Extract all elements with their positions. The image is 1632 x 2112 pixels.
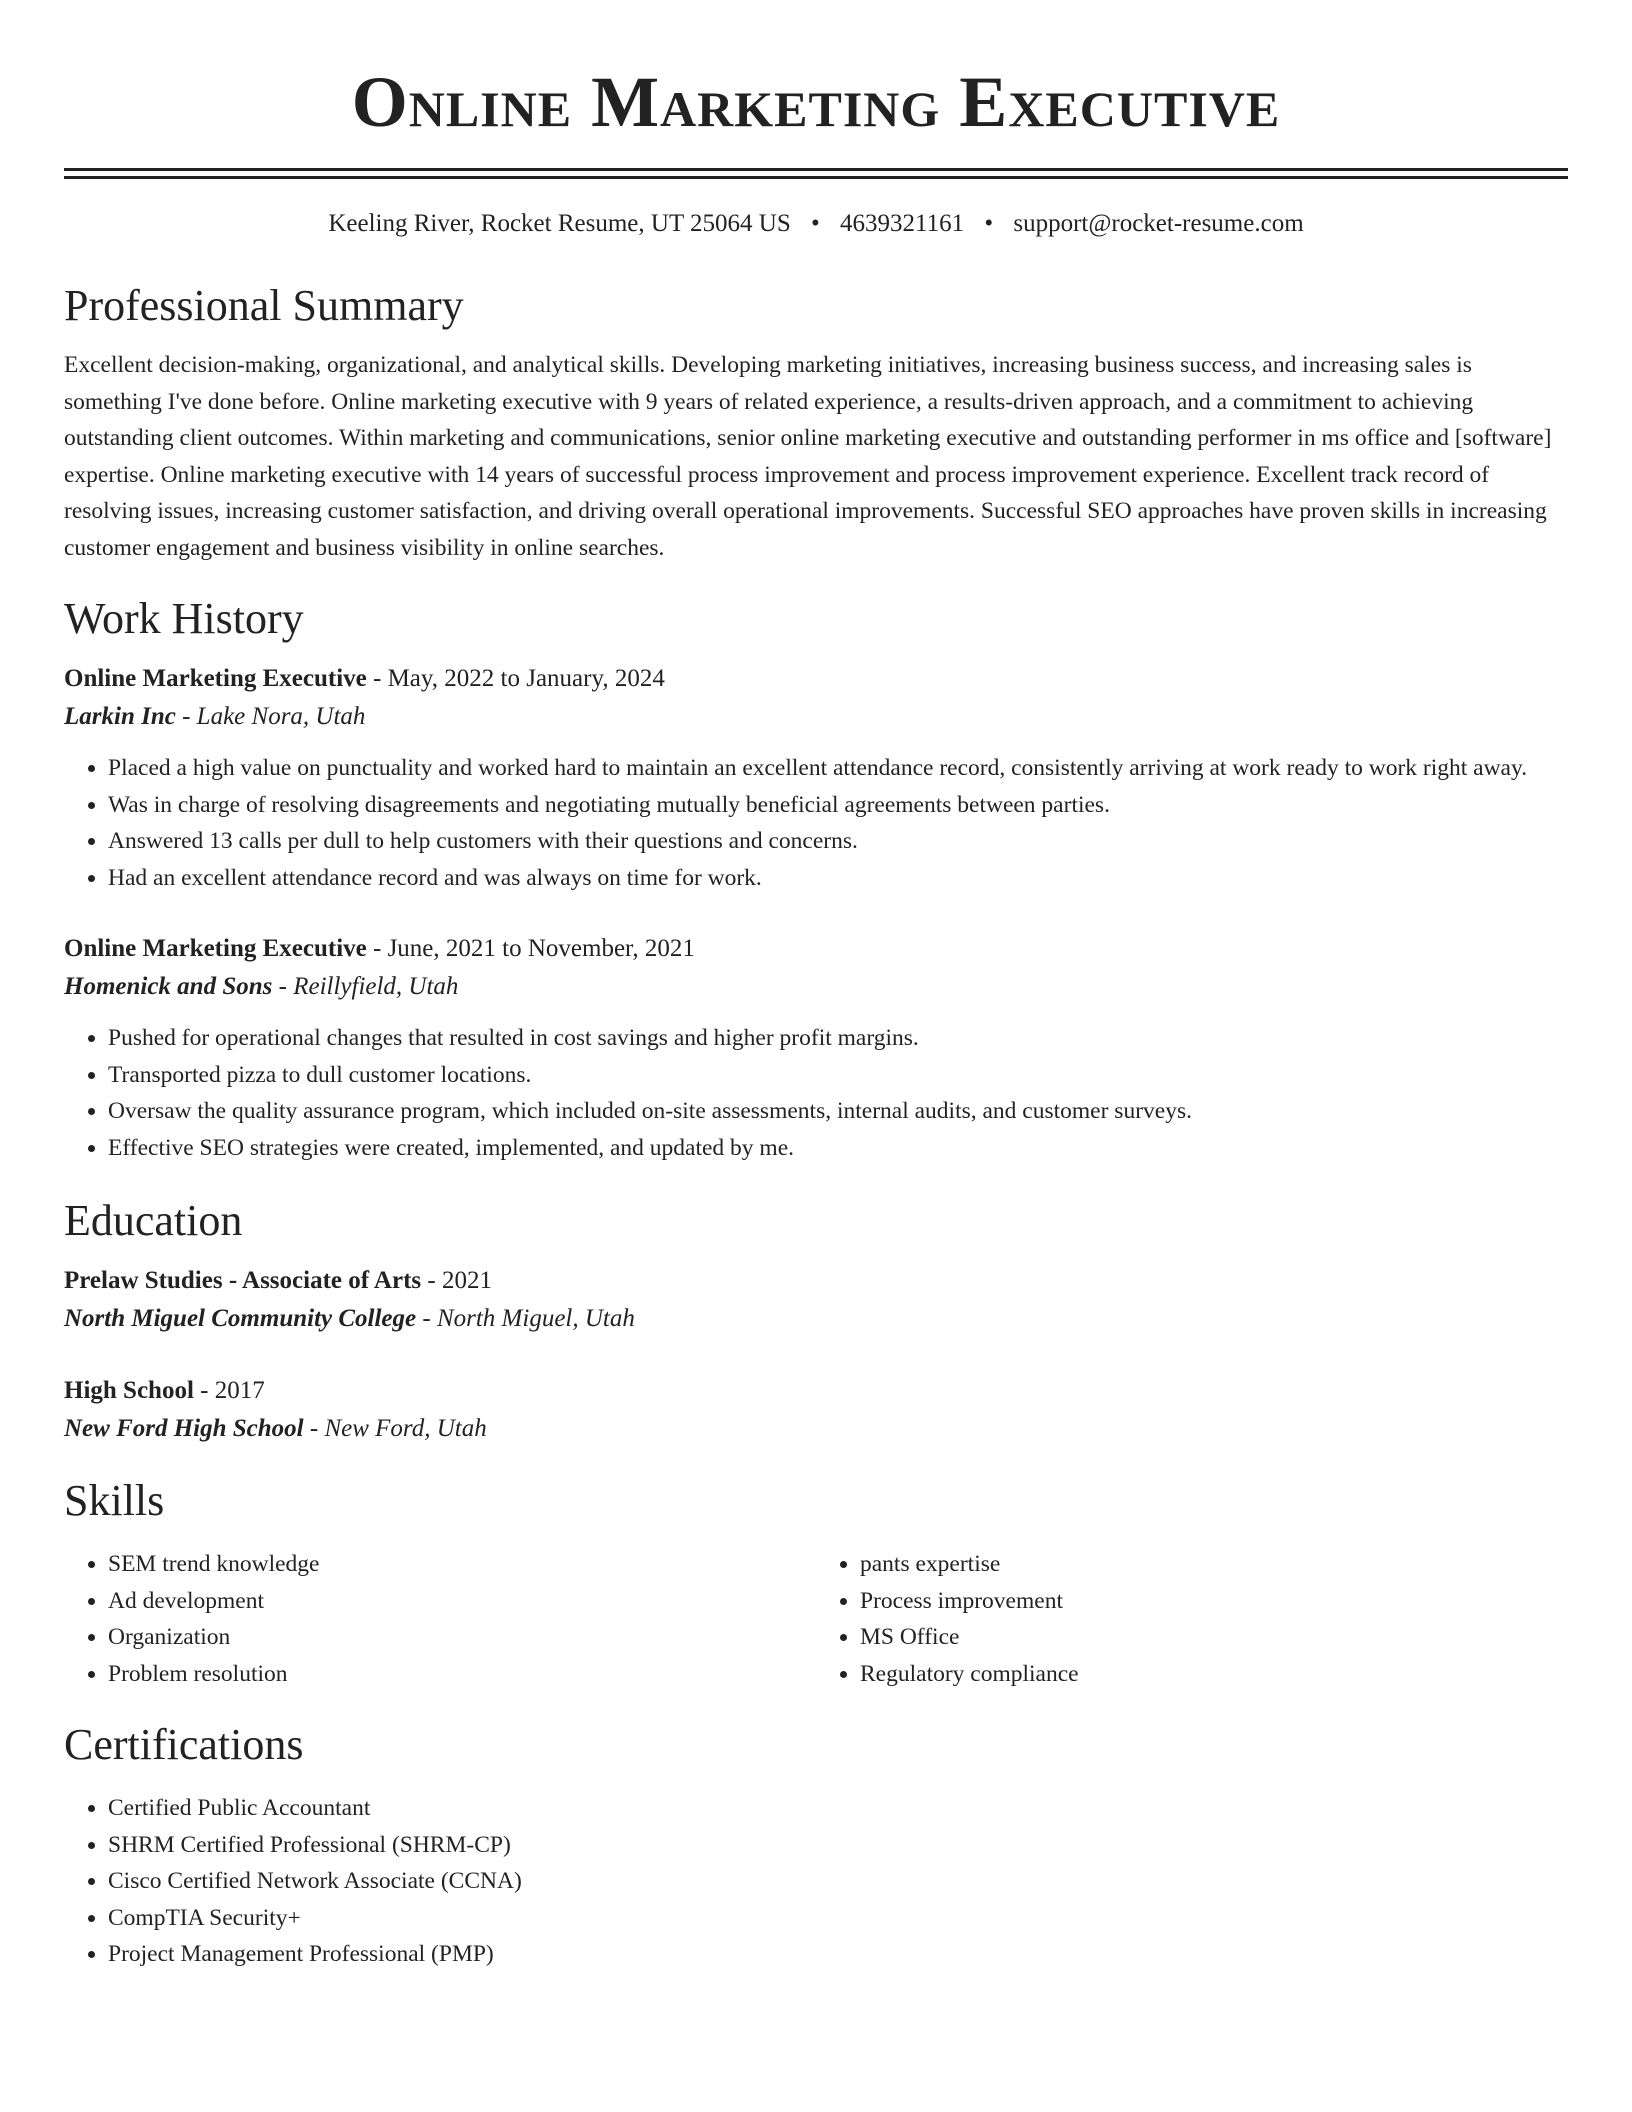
degree-line	[64, 1262, 1568, 1300]
job-dates: - May, 2022 to January, 2024	[366, 665, 665, 692]
skills-list-left	[64, 1546, 816, 1692]
list-item: • pants expertise	[860, 1546, 1568, 1583]
contact-separator: •	[984, 210, 994, 237]
list-item: • Cisco Certified Network Associate (CCNA)	[108, 1863, 1568, 1900]
job-company-line	[64, 698, 1568, 736]
list-item: • Effective SEO strategies were created, implemented, and updated by me.	[108, 1130, 1568, 1167]
certifications-list	[64, 1790, 1568, 1973]
list-item: • Regulatory compliance	[860, 1656, 1568, 1693]
list-item: • MS Office	[860, 1619, 1568, 1656]
skills-section	[64, 1474, 1568, 1692]
list-item: • Problem resolution	[108, 1656, 816, 1693]
job-title-line	[64, 660, 1568, 698]
list-item: • SHRM Certified Professional (SHRM-CP)	[108, 1827, 1568, 1864]
education-entry	[64, 1372, 1568, 1448]
list-item: • SEM trend knowledge	[108, 1546, 816, 1583]
skills-grid	[64, 1546, 1568, 1692]
job-company: Larkin Inc	[64, 703, 176, 730]
certifications-section	[64, 1718, 1568, 1973]
summary-section	[64, 279, 1568, 566]
degree-year: - 2017	[193, 1377, 265, 1404]
section-heading-skills: Skills	[64, 1476, 165, 1525]
contact-separator: •	[810, 210, 820, 237]
list-item: • Placed a high value on punctuality and worked hard to maintain an excellent attendance record, consistently arriving at work ready to work right away.	[108, 750, 1568, 787]
section-heading-summary: Professional Summary	[64, 281, 464, 330]
job-location: - Lake Nora, Utah	[175, 703, 366, 730]
resume-title: Online Marketing Executive	[351, 62, 1281, 142]
list-item: • Had an excellent attendance record and was always on time for work.	[108, 860, 1568, 897]
list-item: • Organization	[108, 1619, 816, 1656]
school-location: - New Ford, Utah	[303, 1415, 487, 1442]
list-item: • Was in charge of resolving disagreements and negotiating mutually beneficial agreements between parties.	[108, 787, 1568, 824]
job-entry	[64, 660, 1568, 896]
job-location: - Reillyfield, Utah	[272, 973, 459, 1000]
school-line	[64, 1410, 1568, 1448]
section-heading-education: Education	[64, 1196, 243, 1245]
work-history-section	[64, 592, 1568, 1166]
school-location: - North Miguel, Utah	[416, 1305, 635, 1332]
job-entry	[64, 930, 1568, 1166]
list-item: • Answered 13 calls per dull to help customers with their questions and concerns.	[108, 823, 1568, 860]
job-title: Online Marketing Executive	[64, 935, 367, 962]
school-name: New Ford High School	[64, 1415, 304, 1442]
job-title: Online Marketing Executive	[64, 665, 367, 692]
job-title-line	[64, 930, 1568, 968]
education-section	[64, 1194, 1568, 1448]
job-bullets	[64, 1020, 1568, 1166]
degree-year: - 2021	[421, 1267, 492, 1294]
contact-email: support@rocket-resume.com	[1013, 210, 1304, 237]
education-entry	[64, 1262, 1568, 1338]
list-item: • Process improvement	[860, 1583, 1568, 1620]
section-heading-certifications: Certifications	[64, 1720, 304, 1769]
list-item: • CompTIA Security+	[108, 1900, 1568, 1937]
section-heading-work: Work History	[64, 594, 304, 643]
job-bullets	[64, 750, 1568, 896]
list-item: • Ad development	[108, 1583, 816, 1620]
degree-line	[64, 1372, 1568, 1410]
contact-line	[64, 207, 1568, 241]
list-item: • Project Management Professional (PMP)	[108, 1936, 1568, 1973]
school-line	[64, 1300, 1568, 1338]
summary-text: Excellent decision-making, organizational, and analytical skills. Developing marketing initiatives, increasing business success, and increasing sales is something I've done before. Online marketing executive with 9 years of related experience, a results-driven approach, and a commitment to achieving outstanding client outcomes. Within marketing and communications, senior online marketing executive and outstanding performer in ms office and [software] expertise. Online marketing executive with 14 years of successful process improvement and process improvement experience. Excellent track record of resolving issues, increasing customer satisfaction, and driving overall operational improvements. Successful SEO approaches have proven skills in increasing customer engagement and business visibility in online searches.	[64, 352, 1552, 561]
skills-list-right	[816, 1546, 1568, 1692]
job-company-line	[64, 968, 1568, 1006]
list-item: • Certified Public Accountant	[108, 1790, 1568, 1827]
job-dates: - June, 2021 to November, 2021	[366, 935, 695, 962]
degree-title: Prelaw Studies - Associate of Arts	[64, 1267, 422, 1294]
contact-phone: 4639321161	[840, 210, 965, 237]
list-item: • Oversaw the quality assurance program, which included on-site assessments, internal audits, and customer surveys.	[108, 1093, 1568, 1130]
list-item: • Transported pizza to dull customer locations.	[108, 1057, 1568, 1094]
job-company: Homenick and Sons	[64, 973, 273, 1000]
contact-address: Keeling River, Rocket Resume, UT 25064 US	[328, 210, 791, 237]
list-item: • Pushed for operational changes that resulted in cost savings and higher profit margins.	[108, 1020, 1568, 1057]
degree-title: High School	[64, 1377, 194, 1404]
title-divider	[64, 168, 1568, 179]
school-name: North Miguel Community College	[64, 1305, 417, 1332]
